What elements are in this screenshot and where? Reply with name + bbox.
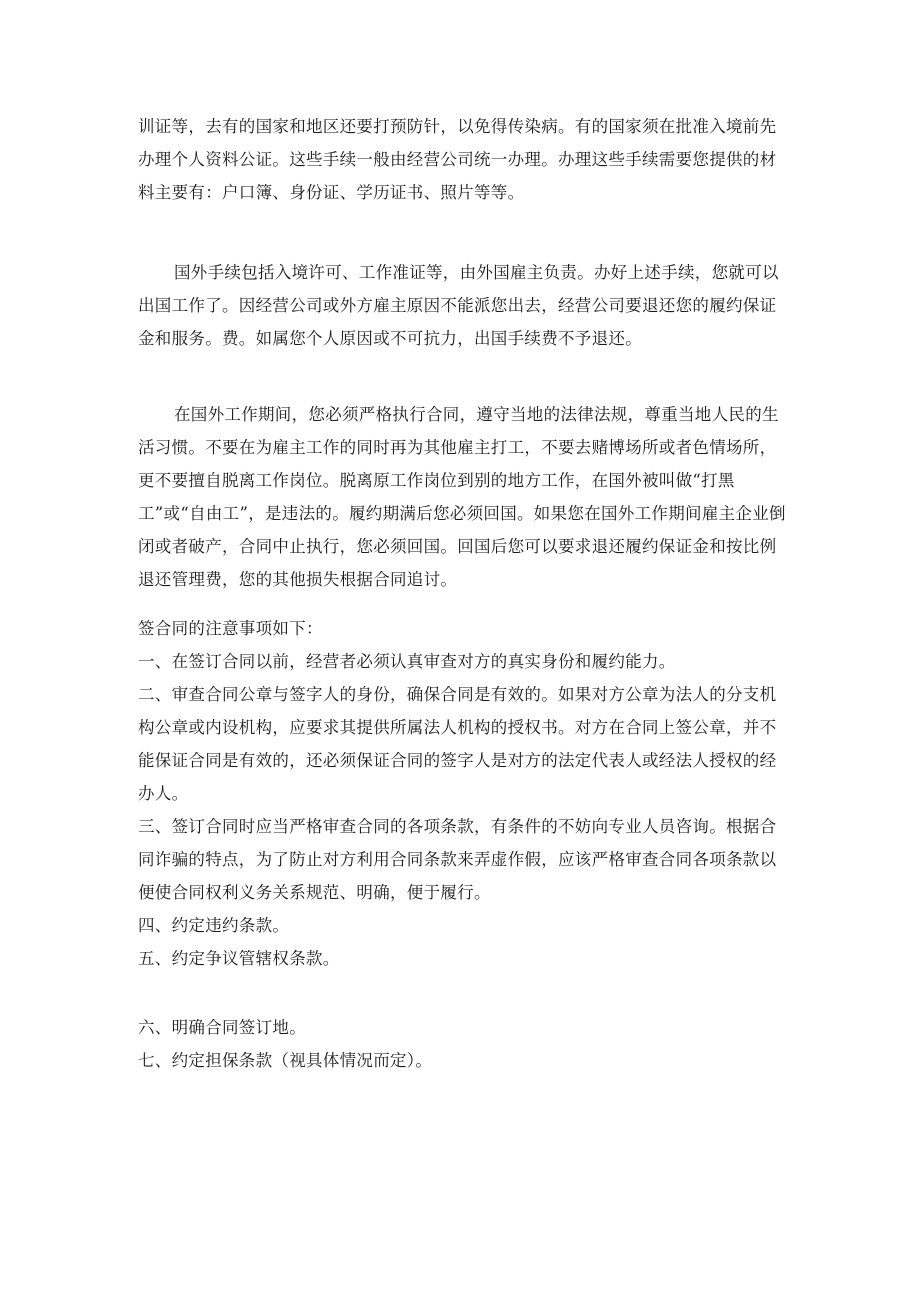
list-item-2: 二、审查合同公章与签字人的身份，确保合同是有效的。如果对方公章为法人的分支机构公章或内设机构，应要求其提供所属法人机构的授权书。对方在合同上签公章，并不能保证合同是有效的，还必须保证合同的签字人是对方的法定代表人或经法人授权的经办人。	[138, 685, 777, 803]
list-item-1: 一、在签订合同以前，经营者必须认真审查对方的真实身份和履约能力。	[138, 652, 676, 671]
list-item-7: 七、约定担保条款（视具体情况而定）。	[138, 1051, 433, 1070]
paragraph-1: 训证等，去有的国家和地区还要打预防针，以免得传染病。有的国家须在批准入境前先办理个人资料公证。这些手续一般由经营公司统一办理。办理这些手续需要您提供的材料主要有：户口簿、身份证、学历证书、照片等等。	[138, 117, 777, 202]
list-item-6: 六、明确合同签订地。	[138, 1018, 306, 1037]
list-heading: 签合同的注意事项如下：	[138, 619, 323, 638]
paragraph-3: 在国外工作期间，您必须严格执行合同，遵守当地的法律法规，尊重当地人民的生活习惯。不要在为雇主工作的同时再为其他雇主打工，不要去赌博场所或者色情场所，更不要擅自脱离工作岗位。脱离原工作岗位到别的地方工作，在国外被叫做“打黑工”或“自由工”，是违法的。履约期满后您必须回国。如果您在国外工作期间雇主企业倒闭或者破产，合同中止执行，您必须回国。回国后您可以要求退还履约保证金和按比例退还管理费，您的其他损失根据合同追讨。	[138, 405, 786, 589]
list-item-4: 四、约定违约条款。	[138, 916, 290, 935]
list-item-5: 五、约定争议管辖权条款。	[138, 949, 340, 968]
list-item-3: 三、签订合同时应当严格审查合同的各项条款，有条件的不妨向专业人员咨询。根据合同诈骗的特点，为了防止对方利用合同条款来弄虚作假，应该严格审查合同各项条款以便使合同权利义务关系规范、明确，便于履行。	[138, 817, 777, 902]
paragraph-2: 国外手续包括入境许可、工作准证等，由外国雇主负责。办好上述手续，您就可以出国工作了。因经营公司或外方雇主原因不能派您出去，经营公司要退还您的履约保证金和服务。费。如属您个人原因或不可抗力，出国手续费不予退还。	[138, 263, 779, 348]
